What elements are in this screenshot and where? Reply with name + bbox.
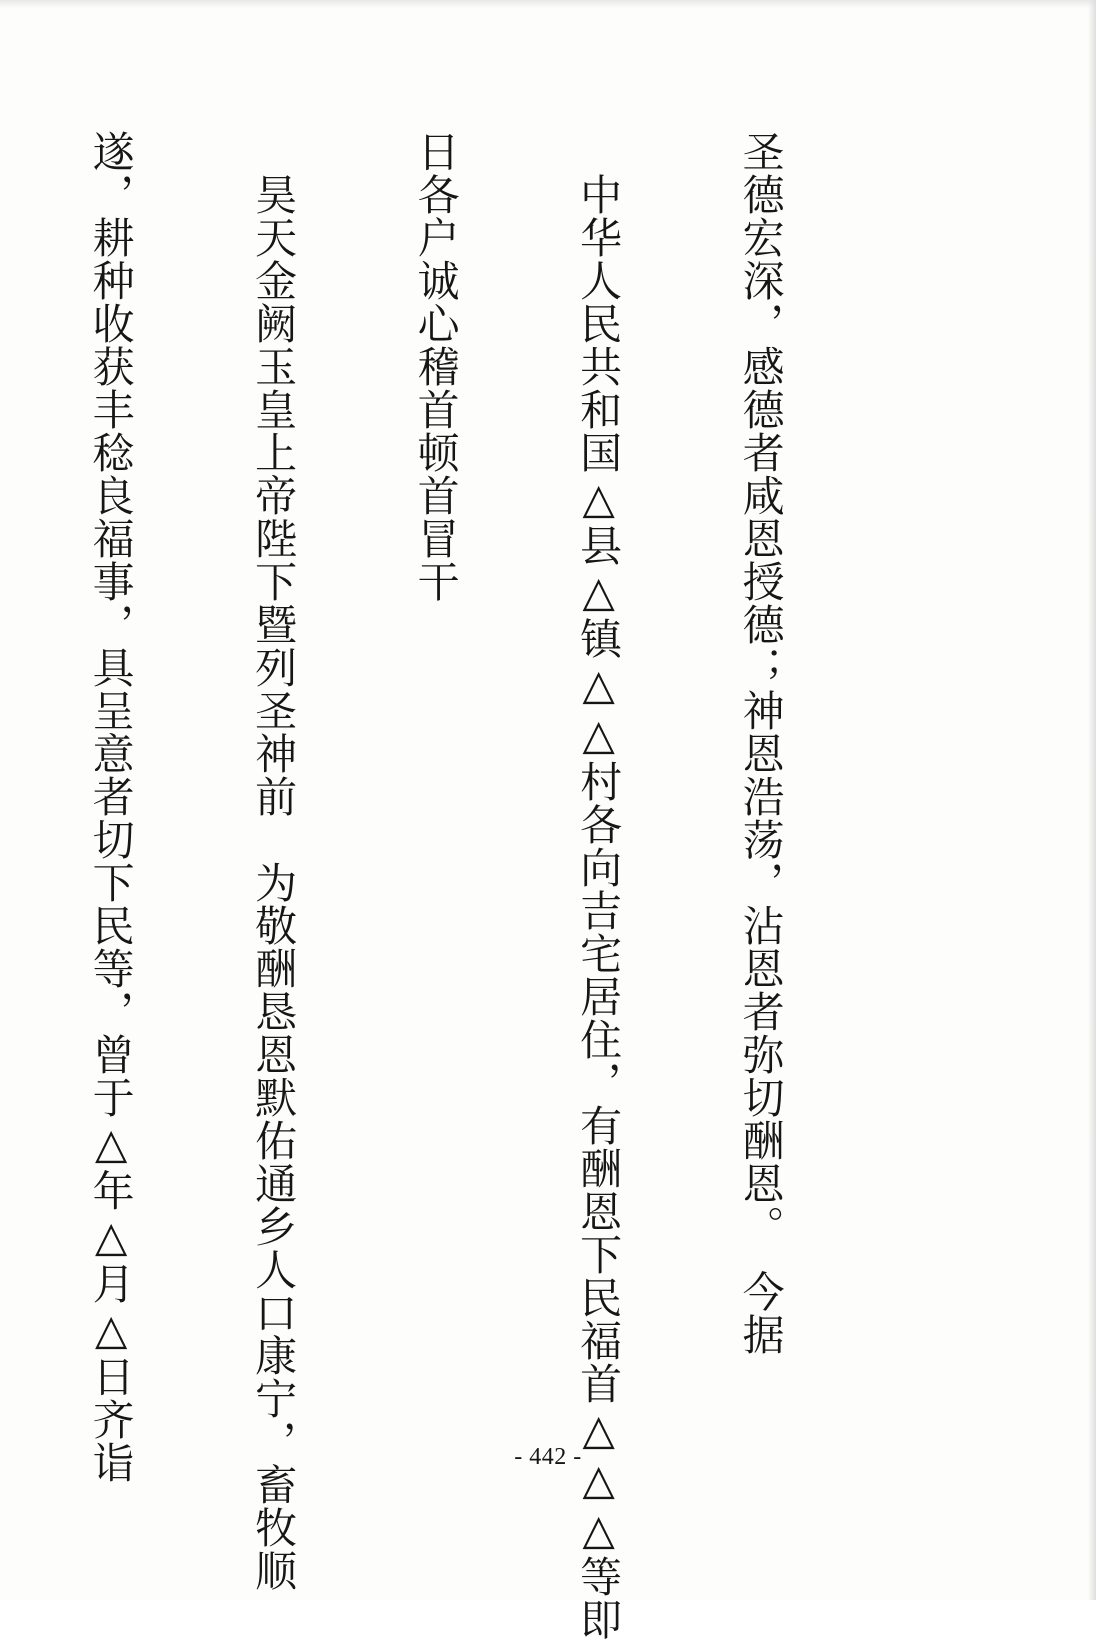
- text-column-2: 中华人民共和国△县△镇△△村各向吉宅居住，有酬恩下民福首△△△等即: [574, 130, 624, 1641]
- right-edge-shadow: [1088, 0, 1096, 1600]
- text-column-1: 圣德宏深，感德者咸恩授德；神恩浩荡，沾恩者弥切酬恩。 今据: [736, 130, 786, 1356]
- top-edge-shadow: [0, 0, 1096, 8]
- text-column-3: 日各户诚心稽首顿首冒干: [411, 130, 461, 603]
- text-column-5: 遂，耕种收获丰稔良福事，具呈意者切下民等，曾于△年△月△日齐诣: [86, 130, 136, 1484]
- page-number: - 442 -: [514, 1444, 582, 1470]
- text-column-4: 昊天金阙玉皇上帝陛下暨列圣神前 为敬酬恳恩默佑通乡人口康宁，畜牧顺: [249, 130, 299, 1592]
